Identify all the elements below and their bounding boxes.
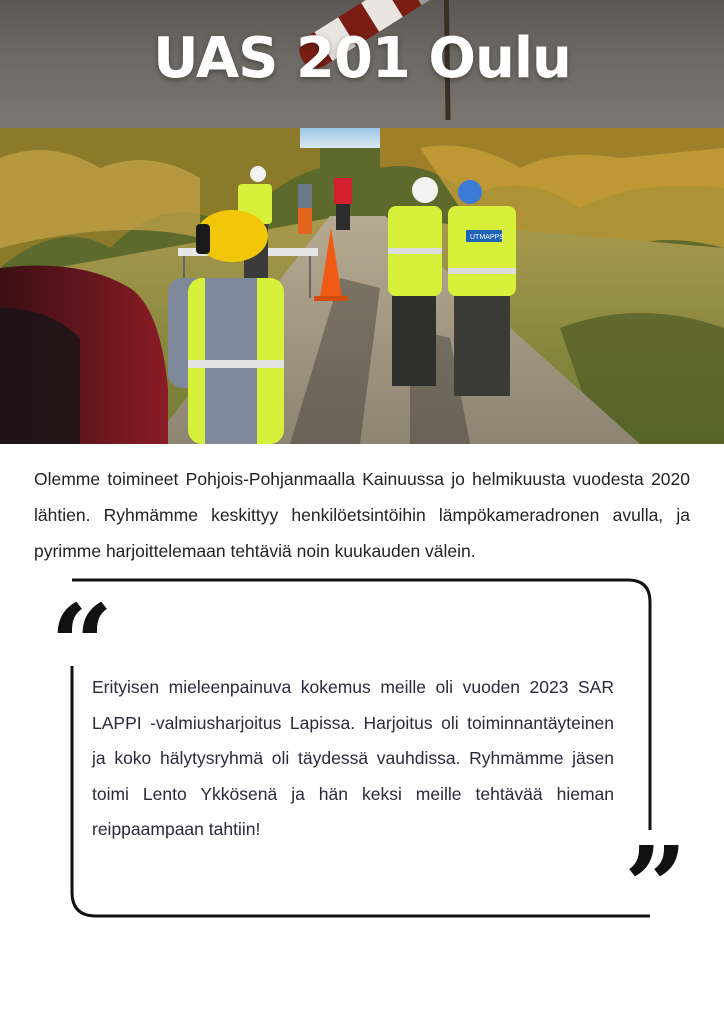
- intro-paragraph: Olemme toimineet Pohjois-Pohjanmaalla Kainuussa jo helmikuusta vuodesta 2020 lähtien. Ryhmämme keskittyy henkilöetsintöihin lämpökameradronen avulla, ja pyrimme harjoittelemaan tehtäviä noin kuukauden välein.: [34, 469, 690, 561]
- header-banner: [0, 0, 724, 128]
- quote-text: Erityisen mieleenpainuva kokemus meille oli vuoden 2023 SAR LAPPI -valmiusharjoitus Lapissa. Harjoitus oli toiminnantäyteinen ja koko hälytysryhmä oli täydessä vauhdissa. Ryhmämme jäsen toimi Lento Ykkösenä ja hän keksi meille tehtävää hieman reippaampaan tahtiin!: [92, 677, 614, 839]
- team-photo: [0, 128, 724, 444]
- vest-label: UTMAPPS: [470, 234, 504, 241]
- page-title: UAS 201 Oulu: [153, 26, 571, 91]
- team-photo-illustration: [0, 128, 724, 444]
- open-quote-icon: “: [50, 580, 114, 709]
- quote-box: [0, 570, 724, 951]
- close-quote-icon: ”: [624, 822, 688, 951]
